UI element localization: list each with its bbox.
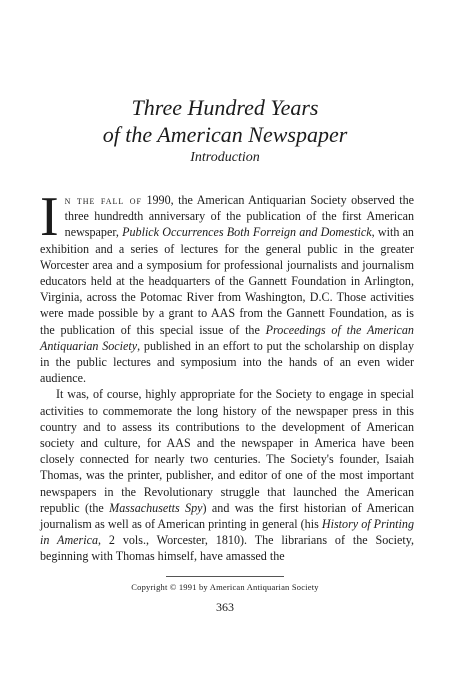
article-body bbox=[40, 186, 415, 565]
paragraph-1 bbox=[40, 186, 415, 386]
copyright-notice: Copyright © 1991 by American Antiquarian Society bbox=[131, 582, 319, 592]
drop-cap: I bbox=[40, 186, 59, 248]
paragraph-2-text-a: It was, of course, highly appropriate for the Society to engage in special activities to commemorate the long history of the newspaper press in this country and to assess its contributions to the development of American society and culture, for AAS and the newspaper in America have been closely connected for nearly two centuries. The Society's founder, Isaiah Thomas, was the printer, publisher, and editor of one of the most important newspapers in the Revolutionary struggle that launched the American republic (the bbox=[40, 387, 414, 515]
paragraph-2 bbox=[40, 386, 414, 564]
paragraph-1-text-a: 1990, the American Antiquarian Society observed the three hundredth anniversary of the publication of the first American newspaper, bbox=[64, 193, 415, 240]
page-number: 363 bbox=[216, 600, 234, 614]
newspaper-title-massachusetts-spy: Massachusetts Spy bbox=[109, 500, 203, 515]
paragraph-2-text-c: , 2 vols., Worcester, 1810). The librarians of the Society, beginning with Thomas himself, have amassed the bbox=[40, 533, 414, 564]
footer-rule bbox=[166, 576, 284, 577]
article-title-line-2: of the American Newspaper bbox=[102, 122, 348, 147]
newspaper-title-publick-occurrences: Publick Occurrences Both Forreign and Domestick bbox=[122, 225, 372, 240]
article-title-line-1: Three Hundred Years bbox=[131, 95, 319, 120]
article-subtitle: Introduction bbox=[190, 150, 260, 165]
book-title-history-of-printing: History of Printing in America bbox=[40, 517, 414, 548]
paragraph-1-text-b: , with an exhibition and a series of lectures for the general public in the greater Worcester area and a symposium for professional journalists and journalism educators held at the headquarters of the Gannett Foundation in Arlington, Virginia, across the Potomac River from Washington, D.C. Those activities were made possible by a grant to AAS from the Gannett Foundation, as is the publication of this special issue of the bbox=[40, 225, 414, 337]
lead-in-smallcaps: n the fall of bbox=[64, 193, 142, 207]
paragraph-1-text-c: , published in an effort to put the scholarship on display in the public lectures and symposium into the hands of an even wider audience. bbox=[40, 338, 414, 386]
paragraph-2-text-b: ) and was the first historian of American journalism as well as of American printing in general (his bbox=[40, 500, 415, 532]
journal-title-proceedings: Proceedings of the American Antiquarian Society bbox=[40, 322, 414, 353]
